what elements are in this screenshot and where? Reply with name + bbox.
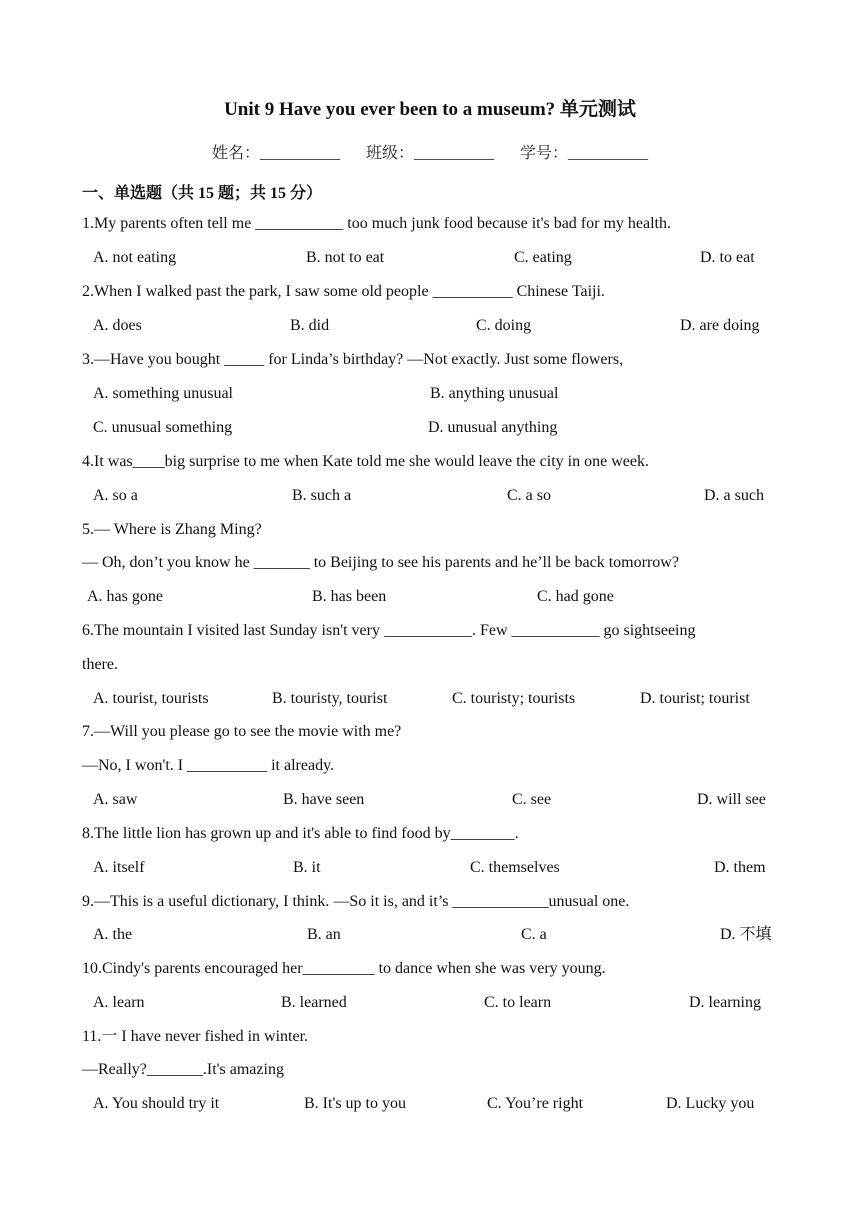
q3-option-d[interactable]: D. unusual anything [428,419,558,436]
question-6-line-2: there. [82,656,118,673]
q3-option-a[interactable]: A. something unusual [93,385,233,402]
q11-option-b[interactable]: B. It's up to you [304,1095,406,1112]
question-3: 3.—Have you bought _____ for Linda’s birthday? —Not exactly. Just some flowers, [82,351,624,368]
q9-option-d[interactable]: D. 不填 [720,926,772,943]
question-8: 8.The little lion has grown up and it's able to find food by________. [82,825,519,842]
q6-option-a[interactable]: A. tourist, tourists [93,690,209,707]
q10-option-a[interactable]: A. learn [93,994,145,1011]
q3-option-c[interactable]: C. unusual something [93,419,233,436]
question-9: 9.—This is a useful dictionary, I think. —So it is, and it’s ____________unusual one. [82,893,630,910]
q8-option-a[interactable]: A. itself [93,859,145,876]
q8-option-d[interactable]: D. them [714,859,766,876]
q6-option-c[interactable]: C. touristy; tourists [452,690,576,707]
question-11: 11.一 I have never fished in winter. [82,1028,309,1045]
q5-option-a[interactable]: A. has gone [87,588,163,605]
q10-option-b[interactable]: B. learned [281,994,347,1011]
q6-option-d[interactable]: D. tourist; tourist [640,690,750,707]
student-info [0,140,860,163]
q9-option-a[interactable]: A. the [93,926,133,943]
q2-option-a[interactable]: A. does [93,317,142,334]
name-field[interactable]: 姓名：__________ [211,145,340,162]
question-7-line-2: —No, I won't. I __________ it already. [82,757,335,774]
question-1: 1.My parents often tell me ___________ too much junk food because it's bad for my health. [82,215,671,232]
q10-option-d[interactable]: D. learning [689,994,761,1011]
question-2: 2.When I walked past the park, I saw some old people __________ Chinese Taiji. [82,283,605,300]
question-5-line-2: — Oh, don’t you know he _______ to Beijing to see his parents and he’ll be back tomorrow? [82,554,679,571]
q1-option-a[interactable]: A. not eating [93,249,177,266]
q1-option-b[interactable]: B. not to eat [306,249,385,266]
q11-option-a[interactable]: A. You should try it [93,1095,220,1112]
question-10: 10.Cindy's parents encouraged her_________ to dance when she was very young. [82,960,606,977]
q2-option-d[interactable]: D. are doing [680,317,760,334]
q8-option-c[interactable]: C. themselves [470,859,560,876]
question-5: 5.— Where is Zhang Ming? [82,521,262,538]
q6-option-b[interactable]: B. touristy, tourist [272,690,388,707]
class-field[interactable]: 班级：__________ [365,145,494,162]
q7-option-d[interactable]: D. will see [697,791,766,808]
q9-option-c[interactable]: C. a [521,926,547,943]
q9-option-b[interactable]: B. an [307,926,341,943]
q1-option-d[interactable]: D. to eat [700,249,755,266]
question-6: 6.The mountain I visited last Sunday isn't very ___________. Few ___________ go sightseeing [82,622,696,639]
q1-option-c[interactable]: C. eating [514,249,572,266]
q11-option-c[interactable]: C. You’re right [487,1095,584,1112]
q8-option-b[interactable]: B. it [293,859,321,876]
q4-option-c[interactable]: C. a so [507,487,551,504]
q2-option-b[interactable]: B. did [290,317,330,334]
q7-option-c[interactable]: C. see [512,791,552,808]
question-4: 4.It was____big surprise to me when Kate told me she would leave the city in one week. [82,453,649,470]
q4-option-d[interactable]: D. a such [704,487,764,504]
section-heading: 一、单选题（共 15 题；共 15 分） [82,185,323,202]
q5-option-b[interactable]: B. has been [312,588,387,605]
question-7: 7.—Will you please go to see the movie with me? [82,723,402,740]
q5-option-c[interactable]: C. had gone [537,588,614,605]
page-title: Unit 9 Have you ever been to a museum? 单元测试 [224,99,636,120]
q10-option-c[interactable]: C. to learn [484,994,552,1011]
q2-option-c[interactable]: C. doing [476,317,532,334]
question-11-line-2: —Really?_______.It's amazing [82,1061,284,1078]
q7-option-b[interactable]: B. have seen [283,791,365,808]
q4-option-b[interactable]: B. such a [292,487,352,504]
q4-option-a[interactable]: A. so a [93,487,138,504]
q11-option-d[interactable]: D. Lucky you [666,1095,755,1112]
q7-option-a[interactable]: A. saw [93,791,138,808]
student-id-field[interactable]: 学号：__________ [520,145,649,162]
q3-option-b[interactable]: B. anything unusual [430,385,559,402]
